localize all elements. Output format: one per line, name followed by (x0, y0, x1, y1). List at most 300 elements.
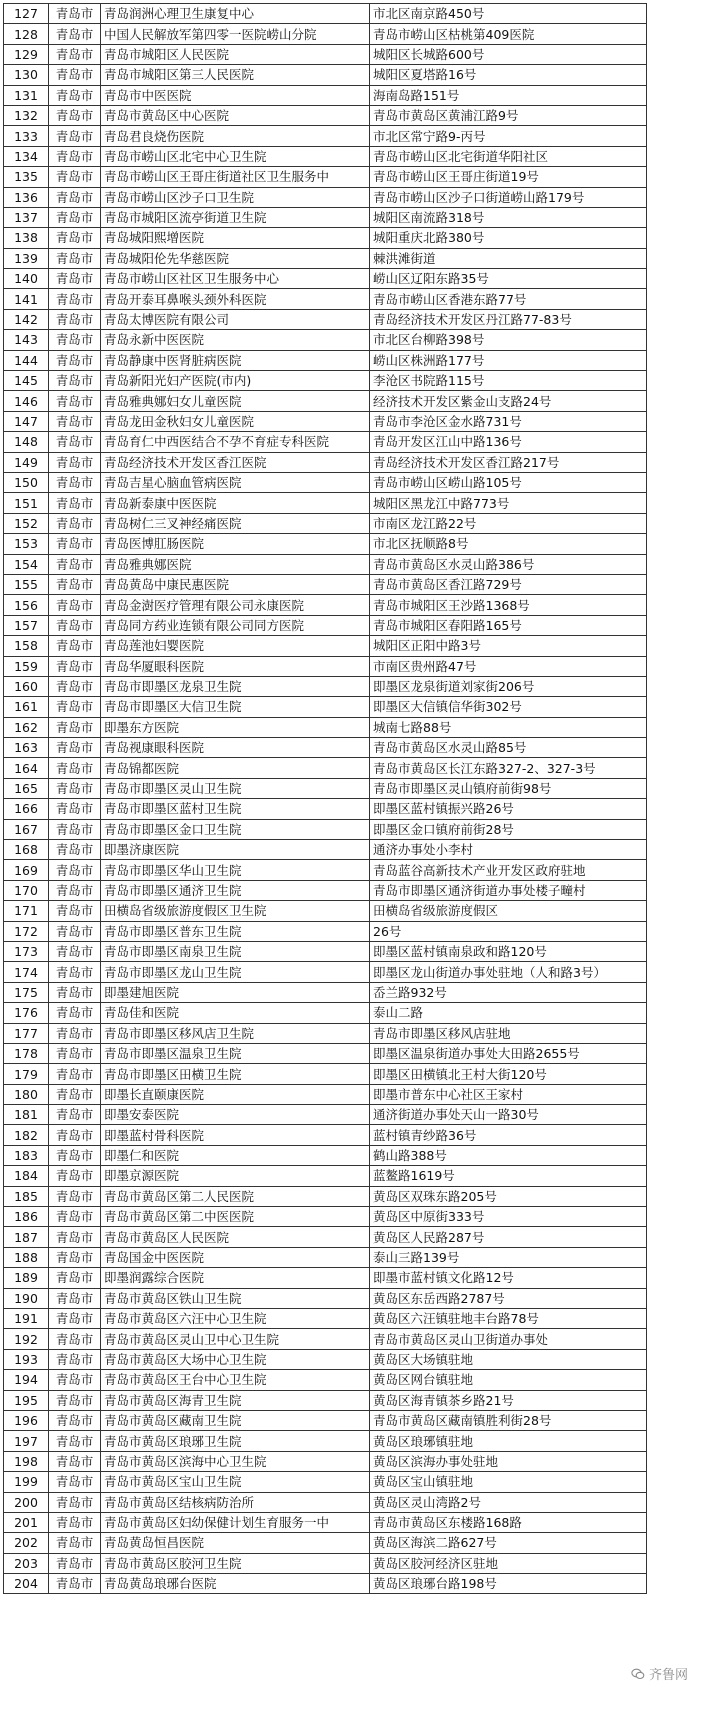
row-hospital-name: 青岛市黄岛区大场中心卫生院 (101, 1349, 370, 1369)
row-address: 青岛市即墨区移风店驻地 (370, 1023, 647, 1043)
row-hospital-name: 青岛太博医院有限公司 (101, 309, 370, 329)
row-hospital-name: 青岛市即墨区移风店卫生院 (101, 1023, 370, 1043)
table-row (4, 636, 647, 656)
row-address: 即墨区蓝村镇振兴路26号 (370, 799, 647, 819)
row-hospital-name: 青岛雅典娜妇女儿童医院 (101, 391, 370, 411)
row-hospital-name: 即墨长直颐康医院 (101, 1084, 370, 1104)
table-row (4, 1288, 647, 1308)
row-address: 黄岛区胶河经济区驻地 (370, 1553, 647, 1573)
table-row (4, 411, 647, 431)
table-row (4, 44, 647, 64)
row-address: 青岛市崂山区崂山路105号 (370, 472, 647, 492)
row-hospital-name: 青岛新阳光妇产医院(市内) (101, 371, 370, 391)
row-number: 165 (4, 778, 49, 798)
row-city: 青岛市 (49, 1064, 101, 1084)
row-hospital-name: 田横岛省级旅游度假区卫生院 (101, 901, 370, 921)
row-number: 189 (4, 1268, 49, 1288)
row-number: 181 (4, 1105, 49, 1125)
row-city: 青岛市 (49, 85, 101, 105)
row-address: 黄岛区中原街333号 (370, 1207, 647, 1227)
row-number: 178 (4, 1043, 49, 1063)
row-number: 174 (4, 962, 49, 982)
row-city: 青岛市 (49, 880, 101, 900)
table-row (4, 1207, 647, 1227)
table-row (4, 1410, 647, 1430)
row-number: 130 (4, 65, 49, 85)
row-city: 青岛市 (49, 269, 101, 289)
row-city: 青岛市 (49, 1410, 101, 1430)
table-row (4, 1145, 647, 1165)
row-hospital-name: 青岛市崂山区社区卫生服务中心 (101, 269, 370, 289)
row-city: 青岛市 (49, 493, 101, 513)
hospital-table (3, 3, 647, 1594)
table-row (4, 880, 647, 900)
row-address: 黄岛区六汪镇驻地丰台路78号 (370, 1309, 647, 1329)
row-number: 185 (4, 1186, 49, 1206)
table-row (4, 1268, 647, 1288)
row-number: 182 (4, 1125, 49, 1145)
row-hospital-name: 青岛经济技术开发区香江医院 (101, 452, 370, 472)
table-row (4, 207, 647, 227)
table-row (4, 962, 647, 982)
row-city: 青岛市 (49, 554, 101, 574)
row-city: 青岛市 (49, 248, 101, 268)
row-hospital-name: 青岛静康中医肾脏病医院 (101, 350, 370, 370)
row-city: 青岛市 (49, 167, 101, 187)
row-hospital-name: 青岛开泰耳鼻喉头颈外科医院 (101, 289, 370, 309)
row-city: 青岛市 (49, 187, 101, 207)
row-city: 青岛市 (49, 1472, 101, 1492)
row-address: 黄岛区海青镇茶乡路21号 (370, 1390, 647, 1410)
row-city: 青岛市 (49, 1370, 101, 1390)
row-hospital-name: 即墨建旭医院 (101, 982, 370, 1002)
row-number: 150 (4, 472, 49, 492)
table-row (4, 758, 647, 778)
table-row (4, 269, 647, 289)
table-row (4, 350, 647, 370)
row-hospital-name: 青岛市黄岛区结核病防治所 (101, 1492, 370, 1512)
table-row (4, 901, 647, 921)
row-city: 青岛市 (49, 615, 101, 635)
row-address: 黄岛区宝山镇驻地 (370, 1472, 647, 1492)
row-hospital-name: 青岛市黄岛区宝山卫生院 (101, 1472, 370, 1492)
row-hospital-name: 青岛市即墨区蓝村卫生院 (101, 799, 370, 819)
row-hospital-name: 青岛市黄岛区铁山卫生院 (101, 1288, 370, 1308)
row-hospital-name: 青岛医博肛肠医院 (101, 534, 370, 554)
row-address: 田横岛省级旅游度假区 (370, 901, 647, 921)
row-city: 青岛市 (49, 1512, 101, 1532)
row-address: 通济办事处小李村 (370, 840, 647, 860)
row-address: 青岛市崂山区枯桃第409医院 (370, 24, 647, 44)
row-hospital-name: 青岛市城阳区人民医院 (101, 44, 370, 64)
row-number: 157 (4, 615, 49, 635)
row-number: 201 (4, 1512, 49, 1532)
row-address: 青岛经济技术开发区丹江路77-83号 (370, 309, 647, 329)
table-row (4, 1329, 647, 1349)
row-hospital-name: 青岛锦都医院 (101, 758, 370, 778)
row-number: 153 (4, 534, 49, 554)
row-address: 城阳区夏塔路16号 (370, 65, 647, 85)
row-number: 156 (4, 595, 49, 615)
row-address: 鹤山路388号 (370, 1145, 647, 1165)
row-city: 青岛市 (49, 697, 101, 717)
row-hospital-name: 青岛市即墨区温泉卫生院 (101, 1043, 370, 1063)
table-row (4, 697, 647, 717)
row-address (370, 921, 647, 941)
row-address: 青岛市黄岛区黄浦江路9号 (370, 105, 647, 125)
row-address: 棘洪滩街道 (370, 248, 647, 268)
row-city: 青岛市 (49, 982, 101, 1002)
row-hospital-name: 青岛市黄岛区灵山卫中心卫生院 (101, 1329, 370, 1349)
table-row (4, 1186, 647, 1206)
row-hospital-name: 青岛市黄岛区妇幼保健计划生育服务一中 (101, 1512, 370, 1532)
row-hospital-name: 青岛市黄岛区人民医院 (101, 1227, 370, 1247)
row-hospital-name: 青岛视康眼科医院 (101, 738, 370, 758)
table-row (4, 1003, 647, 1023)
row-number: 183 (4, 1145, 49, 1165)
row-address: 青岛蓝谷高新技术产业开发区政府驻地 (370, 860, 647, 880)
row-hospital-name: 青岛市中医医院 (101, 85, 370, 105)
row-address: 青岛市即墨区灵山镇府前街98号 (370, 778, 647, 798)
row-hospital-name: 即墨安泰医院 (101, 1105, 370, 1125)
row-number: 195 (4, 1390, 49, 1410)
row-address: 市北区台柳路398号 (370, 330, 647, 350)
row-address: 黄岛区滨海办事处驻地 (370, 1451, 647, 1471)
row-address: 黄岛区网台镇驻地 (370, 1370, 647, 1390)
row-city: 青岛市 (49, 146, 101, 166)
row-city: 青岛市 (49, 1349, 101, 1369)
row-city: 青岛市 (49, 1329, 101, 1349)
table-row (4, 778, 647, 798)
table-row (4, 717, 647, 737)
row-hospital-name: 青岛市即墨区南泉卫生院 (101, 941, 370, 961)
row-city: 青岛市 (49, 1574, 101, 1594)
row-number: 186 (4, 1207, 49, 1227)
row-hospital-name: 青岛新泰康中医医院 (101, 493, 370, 513)
row-hospital-name: 青岛城阳熙增医院 (101, 228, 370, 248)
row-address: 城南七路88号 (370, 717, 647, 737)
row-number: 128 (4, 24, 49, 44)
row-address: 泰山二路 (370, 1003, 647, 1023)
table-row (4, 676, 647, 696)
row-city: 青岛市 (49, 1553, 101, 1573)
row-hospital-name: 青岛市黄岛区滨海中心卫生院 (101, 1451, 370, 1471)
row-city: 青岛市 (49, 1023, 101, 1043)
row-hospital-name: 青岛国金中医医院 (101, 1247, 370, 1267)
row-number: 129 (4, 44, 49, 64)
row-number: 190 (4, 1288, 49, 1308)
row-hospital-name: 青岛市崂山区北宅中心卫生院 (101, 146, 370, 166)
table-row (4, 1084, 647, 1104)
row-address: 城阳重庆北路380号 (370, 228, 647, 248)
row-city: 青岛市 (49, 330, 101, 350)
row-address: 崂山区辽阳东路35号 (370, 269, 647, 289)
row-hospital-name: 即墨润露综合医院 (101, 1268, 370, 1288)
table-row (4, 4, 647, 24)
row-address: 市北区常宁路9-丙号 (370, 126, 647, 146)
table-row (4, 1125, 647, 1145)
row-number: 187 (4, 1227, 49, 1247)
row-number: 151 (4, 493, 49, 513)
table-row (4, 615, 647, 635)
row-hospital-name: 青岛市黄岛区藏南卫生院 (101, 1410, 370, 1430)
row-address: 即墨市蓝村镇文化路12号 (370, 1268, 647, 1288)
row-hospital-name: 青岛市即墨区龙山卫生院 (101, 962, 370, 982)
row-address: 青岛开发区江山中路136号 (370, 432, 647, 452)
table-row (4, 1043, 647, 1063)
row-city: 青岛市 (49, 1145, 101, 1165)
row-city: 青岛市 (49, 228, 101, 248)
row-address: 黄岛区双珠东路205号 (370, 1186, 647, 1206)
table-row (4, 534, 647, 554)
table-row (4, 126, 647, 146)
row-hospital-name: 青岛城阳伦先华慈医院 (101, 248, 370, 268)
row-number: 145 (4, 371, 49, 391)
row-address: 蓝鳌路1619号 (370, 1166, 647, 1186)
row-address: 市南区龙江路22号 (370, 513, 647, 533)
row-address: 青岛市黄岛区东楼路168路 (370, 1512, 647, 1532)
row-address: 黄岛区琅琊镇驻地 (370, 1431, 647, 1451)
row-address: 青岛市黄岛区香江路729号 (370, 574, 647, 594)
row-number: 154 (4, 554, 49, 574)
row-number: 146 (4, 391, 49, 411)
row-number: 164 (4, 758, 49, 778)
row-city: 青岛市 (49, 921, 101, 941)
row-address: 即墨区田横镇北王村大街120号 (370, 1064, 647, 1084)
row-hospital-name: 青岛市即墨区通济卫生院 (101, 880, 370, 900)
row-city: 青岛市 (49, 1431, 101, 1451)
row-city: 青岛市 (49, 717, 101, 737)
row-city: 青岛市 (49, 962, 101, 982)
table-row (4, 105, 647, 125)
row-number: 152 (4, 513, 49, 533)
row-address: 青岛市黄岛区长江东路327-2、327-3号 (370, 758, 647, 778)
row-hospital-name: 青岛雅典娜医院 (101, 554, 370, 574)
row-number: 168 (4, 840, 49, 860)
row-hospital-name: 青岛市即墨区普东卫生院 (101, 921, 370, 941)
row-city: 青岛市 (49, 656, 101, 676)
watermark (631, 1664, 688, 1683)
table-row (4, 1349, 647, 1369)
row-number: 137 (4, 207, 49, 227)
row-city: 青岛市 (49, 126, 101, 146)
row-hospital-name: 青岛黄岛中康民惠医院 (101, 574, 370, 594)
row-hospital-name: 青岛市黄岛区王台中心卫生院 (101, 1370, 370, 1390)
table-row (4, 1574, 647, 1594)
row-city: 青岛市 (49, 24, 101, 44)
row-hospital-name: 青岛市黄岛区第二人民医院 (101, 1186, 370, 1206)
row-hospital-name: 青岛润洲心理卫生康复中心 (101, 4, 370, 24)
row-city: 青岛市 (49, 371, 101, 391)
row-hospital-name: 青岛君良烧伤医院 (101, 126, 370, 146)
table-row (4, 1166, 647, 1186)
row-city: 青岛市 (49, 1451, 101, 1471)
row-hospital-name: 即墨蓝村骨科医院 (101, 1125, 370, 1145)
watermark-text: 齐鲁网 (648, 1668, 688, 1683)
row-city: 青岛市 (49, 799, 101, 819)
table-row (4, 493, 647, 513)
row-hospital-name: 青岛佳和医院 (101, 1003, 370, 1023)
row-number: 132 (4, 105, 49, 125)
row-city: 青岛市 (49, 1247, 101, 1267)
row-city: 青岛市 (49, 534, 101, 554)
row-number: 148 (4, 432, 49, 452)
row-number: 162 (4, 717, 49, 737)
table-row (4, 248, 647, 268)
table-row (4, 391, 647, 411)
table-row (4, 1451, 647, 1471)
row-number: 175 (4, 982, 49, 1002)
row-address: 即墨区龙泉街道刘家街206号 (370, 676, 647, 696)
row-hospital-name: 青岛市黄岛区海青卫生院 (101, 1390, 370, 1410)
table-row (4, 1431, 647, 1451)
row-number: 191 (4, 1309, 49, 1329)
row-number: 144 (4, 350, 49, 370)
row-address: 青岛市崂山区沙子口街道崂山路179号 (370, 187, 647, 207)
row-number: 173 (4, 941, 49, 961)
row-number: 188 (4, 1247, 49, 1267)
table-row (4, 595, 647, 615)
row-number: 179 (4, 1064, 49, 1084)
row-city: 青岛市 (49, 758, 101, 778)
table-row (4, 228, 647, 248)
row-city: 青岛市 (49, 1105, 101, 1125)
row-city: 青岛市 (49, 1207, 101, 1227)
row-city: 青岛市 (49, 636, 101, 656)
row-city: 青岛市 (49, 860, 101, 880)
row-number: 127 (4, 4, 49, 24)
row-hospital-name: 青岛黄岛琅琊台医院 (101, 1574, 370, 1594)
row-city: 青岛市 (49, 1390, 101, 1410)
row-hospital-name: 青岛华厦眼科医院 (101, 656, 370, 676)
row-address: 城阳区黑龙江中路773号 (370, 493, 647, 513)
row-city: 青岛市 (49, 309, 101, 329)
row-number: 192 (4, 1329, 49, 1349)
row-hospital-name: 青岛市黄岛区六汪中心卫生院 (101, 1309, 370, 1329)
row-number: 200 (4, 1492, 49, 1512)
row-number: 135 (4, 167, 49, 187)
row-number: 184 (4, 1166, 49, 1186)
row-address: 市南区贵州路47号 (370, 656, 647, 676)
table-row (4, 1105, 647, 1125)
table-row (4, 1533, 647, 1553)
row-city: 青岛市 (49, 432, 101, 452)
row-city: 青岛市 (49, 513, 101, 533)
row-city: 青岛市 (49, 1003, 101, 1023)
row-address: 即墨区龙山街道办事处驻地（人和路3号） (370, 962, 647, 982)
row-hospital-name: 青岛龙田金秋妇女儿童医院 (101, 411, 370, 431)
row-address: 海南岛路151号 (370, 85, 647, 105)
row-city: 青岛市 (49, 1084, 101, 1104)
row-city: 青岛市 (49, 207, 101, 227)
row-city: 青岛市 (49, 289, 101, 309)
row-address: 黄岛区大场镇驻地 (370, 1349, 647, 1369)
row-address: 黄岛区东岳西路2787号 (370, 1288, 647, 1308)
row-city: 青岛市 (49, 65, 101, 85)
row-hospital-name: 青岛吉星心脑血管病医院 (101, 472, 370, 492)
row-address: 城阳区南流路318号 (370, 207, 647, 227)
row-city: 青岛市 (49, 411, 101, 431)
row-hospital-name: 青岛树仁三叉神经痛医院 (101, 513, 370, 533)
table-row (4, 941, 647, 961)
row-number: 143 (4, 330, 49, 350)
row-number: 196 (4, 1410, 49, 1430)
row-city: 青岛市 (49, 1186, 101, 1206)
row-city: 青岛市 (49, 452, 101, 472)
table-row (4, 1512, 647, 1532)
row-city: 青岛市 (49, 1125, 101, 1145)
row-city: 青岛市 (49, 472, 101, 492)
row-address: 黄岛区人民路287号 (370, 1227, 647, 1247)
table-row (4, 1553, 647, 1573)
row-city: 青岛市 (49, 4, 101, 24)
row-hospital-name: 即墨东方医院 (101, 717, 370, 737)
row-hospital-name: 即墨济康医院 (101, 840, 370, 860)
row-number: 131 (4, 85, 49, 105)
row-address: 岙兰路932号 (370, 982, 647, 1002)
row-number: 166 (4, 799, 49, 819)
row-number: 158 (4, 636, 49, 656)
row-number: 140 (4, 269, 49, 289)
row-number: 180 (4, 1084, 49, 1104)
row-number: 141 (4, 289, 49, 309)
row-number: 170 (4, 880, 49, 900)
table-row (4, 432, 647, 452)
row-hospital-name: 青岛市黄岛区中心医院 (101, 105, 370, 125)
row-hospital-name: 青岛市即墨区田横卫生院 (101, 1064, 370, 1084)
row-address: 黄岛区琅琊台路198号 (370, 1574, 647, 1594)
table-row (4, 1309, 647, 1329)
row-hospital-name: 青岛同方药业连锁有限公司同方医院 (101, 615, 370, 635)
table-row (4, 330, 647, 350)
table-row (4, 309, 647, 329)
row-number: 176 (4, 1003, 49, 1023)
row-city: 青岛市 (49, 1268, 101, 1288)
row-number: 161 (4, 697, 49, 717)
row-city: 青岛市 (49, 1309, 101, 1329)
row-number: 193 (4, 1349, 49, 1369)
wechat-icon (631, 1667, 645, 1681)
row-city: 青岛市 (49, 676, 101, 696)
row-number: 169 (4, 860, 49, 880)
row-hospital-name: 青岛市城阳区第三人民医院 (101, 65, 370, 85)
row-hospital-name: 青岛永新中医医院 (101, 330, 370, 350)
table-row (4, 1247, 647, 1267)
row-hospital-name: 青岛莲池妇婴医院 (101, 636, 370, 656)
row-city: 青岛市 (49, 1166, 101, 1186)
table-row (4, 1492, 647, 1512)
row-city: 青岛市 (49, 44, 101, 64)
row-number: 139 (4, 248, 49, 268)
row-address: 青岛市黄岛区藏南镇胜利街28号 (370, 1410, 647, 1430)
row-hospital-name: 青岛黄岛恒昌医院 (101, 1533, 370, 1553)
row-address: 青岛市崂山区北宅街道华阳社区 (370, 146, 647, 166)
row-city: 青岛市 (49, 105, 101, 125)
table-row (4, 187, 647, 207)
table-row (4, 452, 647, 472)
table-row (4, 371, 647, 391)
row-number: 160 (4, 676, 49, 696)
table-row (4, 982, 647, 1002)
row-number: 155 (4, 574, 49, 594)
table-row (4, 656, 647, 676)
table-row (4, 146, 647, 166)
table-row (4, 738, 647, 758)
row-number: 171 (4, 901, 49, 921)
row-number: 136 (4, 187, 49, 207)
row-address: 即墨市普东中心社区王家村 (370, 1084, 647, 1104)
row-address: 泰山三路139号 (370, 1247, 647, 1267)
